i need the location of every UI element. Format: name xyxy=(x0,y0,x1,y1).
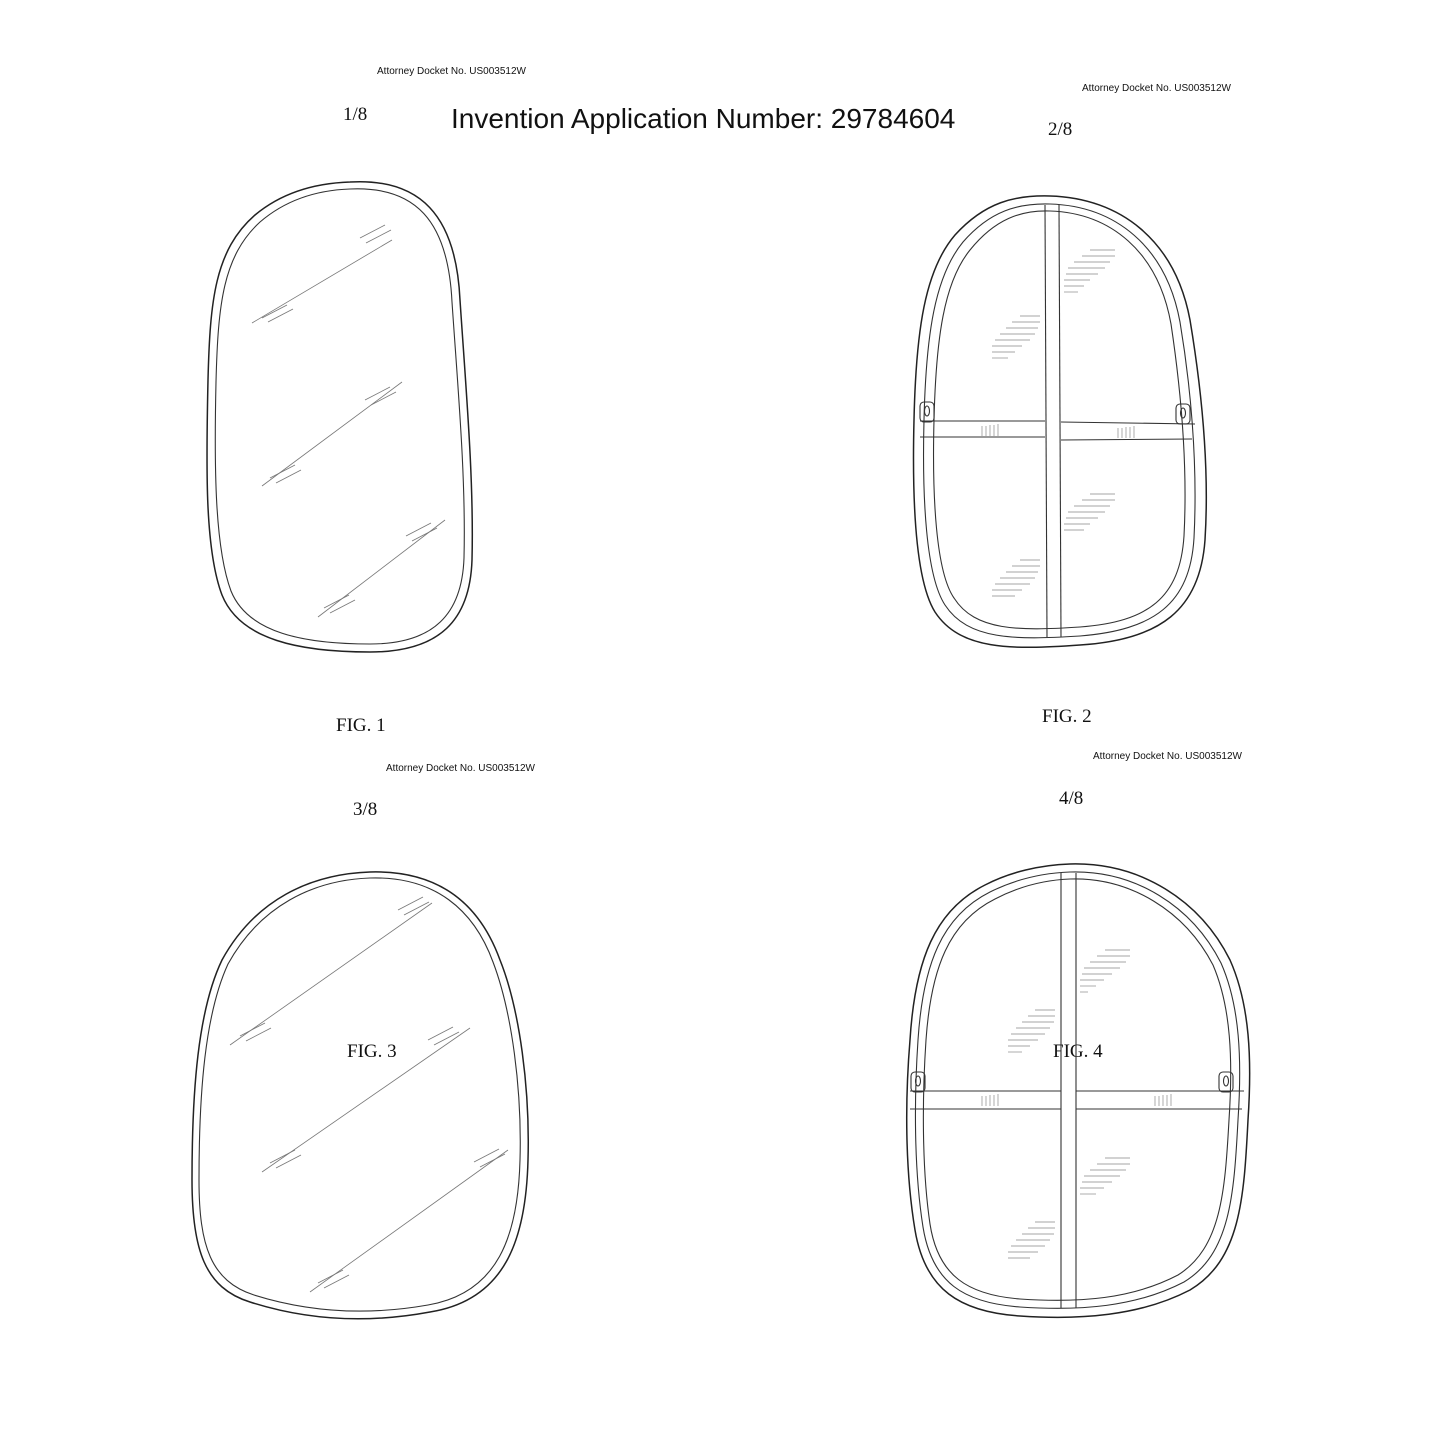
figure-label: FIG. 1 xyxy=(336,715,386,736)
fig-3-mirror-front-view xyxy=(192,872,528,1319)
attorney-docket-number: Attorney Docket No. US003512W xyxy=(1093,751,1242,762)
attorney-docket-number: Attorney Docket No. US003512W xyxy=(377,66,526,77)
page-number: 4/8 xyxy=(1059,788,1084,809)
figure-label: FIG. 3 xyxy=(347,1041,397,1062)
figure-label: FIG. 2 xyxy=(1042,706,1092,727)
page-title: Invention Application Number: 29784604 xyxy=(451,103,956,134)
fig-2-mirror-rear-view xyxy=(913,196,1206,647)
attorney-docket-number: Attorney Docket No. US003512W xyxy=(1082,83,1231,94)
page-number: 2/8 xyxy=(1048,119,1073,140)
attorney-docket-number: Attorney Docket No. US003512W xyxy=(386,763,535,774)
figure-label: FIG. 4 xyxy=(1053,1041,1103,1062)
page-number: 1/8 xyxy=(343,104,368,125)
fig-1-mirror-front-view xyxy=(207,182,472,652)
page-number: 3/8 xyxy=(353,799,378,820)
fig-4-mirror-rear-view xyxy=(907,864,1250,1317)
